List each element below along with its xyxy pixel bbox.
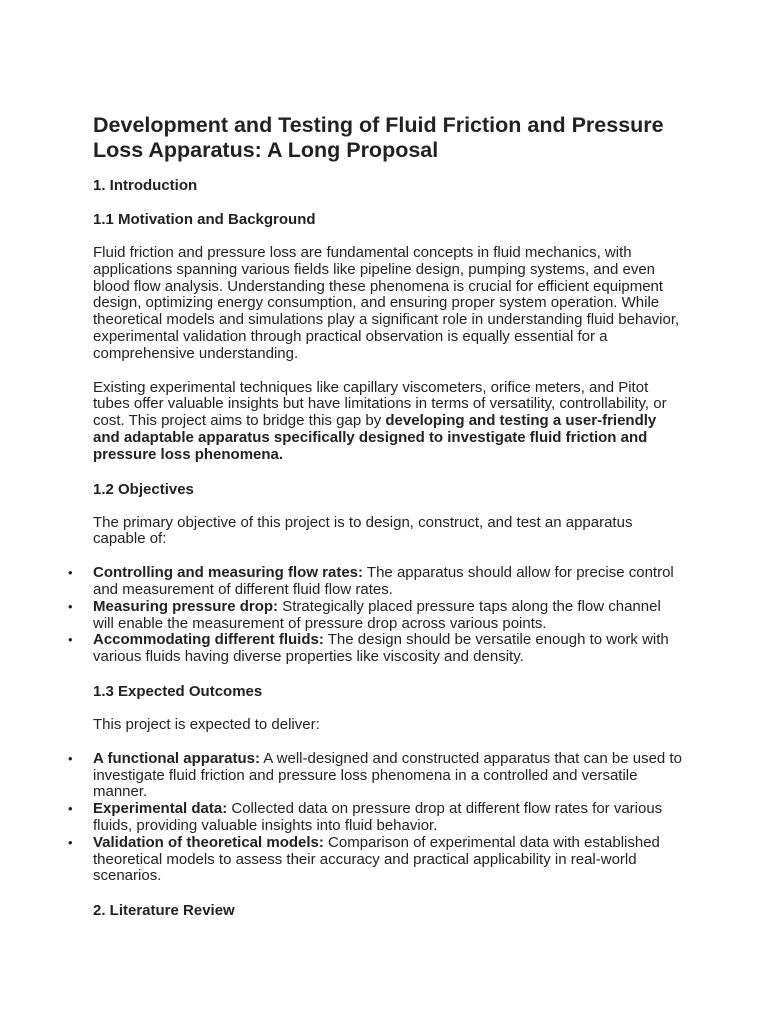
bullet-icon: • [68, 565, 73, 581]
section-heading-outcomes: 1.3 Expected Outcomes [93, 682, 263, 700]
paragraph-objectives-intro: The primary objective of this project is to design, construct, and test an apparatus capable of: [93, 513, 633, 548]
paragraph-motivation-2-text: Existing experimental techniques like capillary viscometers, orifice meters, and Pitot tubes offer valuable insights but have limitations in terms of versatility, controllability, or cost. This project aims to bridge this gap by [93, 378, 667, 430]
list-item [68, 749, 683, 801]
paragraph-motivation-2-bold: developing and testing a user-friendly and adaptable apparatus specifically designed to investigate fluid friction and pressure loss phenomena. [93, 412, 657, 463]
list-item-bold: Accommodating different fluids: [93, 631, 324, 649]
section-heading-introduction: 1. Introduction [93, 177, 198, 194]
section-heading-motivation: 1.1 Motivation and Background [93, 211, 316, 228]
list-item-bold: Measuring pressure drop: [93, 597, 279, 615]
list-item [68, 564, 683, 599]
list-item [68, 800, 683, 835]
bullet-icon: • [68, 834, 73, 850]
list-item [68, 833, 683, 885]
objectives-list [68, 564, 683, 666]
bullet-icon: • [68, 632, 73, 648]
list-item-text: A well-designed and constructed apparatus that can be used to investigate fluid friction and pressure loss phenomena in a controlled and versatile manner. [93, 749, 682, 801]
list-item-text: The design should be versatile enough to work with various fluids having diverse properties like viscosity and density. [93, 631, 669, 666]
section-heading-literature-review: 2. Literature Review [93, 902, 235, 920]
bullet-icon: • [68, 750, 73, 766]
paragraph-motivation-2 [93, 380, 683, 464]
section-heading-objectives: 1.2 Objectives [93, 480, 194, 498]
list-item-text: The apparatus should allow for precise control and measurement of different fluid flow rates. [93, 564, 674, 598]
outcomes-list [68, 749, 683, 885]
list-item-bold: Experimental data: [93, 800, 228, 818]
paragraph-motivation-1: Fluid friction and pressure loss are fundamental concepts in fluid mechanics, with applications spanning various fields like pipeline design, pumping systems, and even blood flow analysis. Understanding these phenomena is crucial for efficient equipment design, optimizing energy consumption, and ensuring proper system operation. While theoretical models and simulations play a significant role in understanding fluid behavior, experimental validation through practical observation is equally essential for a comprehensive understanding. [93, 244, 680, 362]
list-item [68, 597, 683, 633]
list-item-text: Strategically placed pressure taps along the flow channel will enable the measurement of pressure drop across various points. [93, 597, 661, 632]
list-item-text: Collected data on pressure drop at different flow rates for various fluids, providing valuable insights into fluid behavior. [93, 800, 663, 834]
paragraph-outcomes-intro: This project is expected to deliver: [93, 715, 320, 733]
bullet-icon: • [68, 801, 73, 817]
list-item-bold: Validation of theoretical models: [93, 833, 324, 851]
list-item [68, 631, 683, 666]
list-item-bold: A functional apparatus: [93, 749, 260, 767]
bullet-icon: • [68, 598, 73, 614]
list-item-text: Comparison of experimental data with established theoretical models to assess their accuracy and practical applicability in real-world scenarios. [93, 833, 660, 885]
document-title: Development and Testing of Fluid Friction and Pressure Loss Apparatus: A Long Proposal [93, 113, 664, 162]
list-item-bold: Controlling and measuring flow rates: [93, 564, 364, 582]
document-page [68, 113, 683, 936]
